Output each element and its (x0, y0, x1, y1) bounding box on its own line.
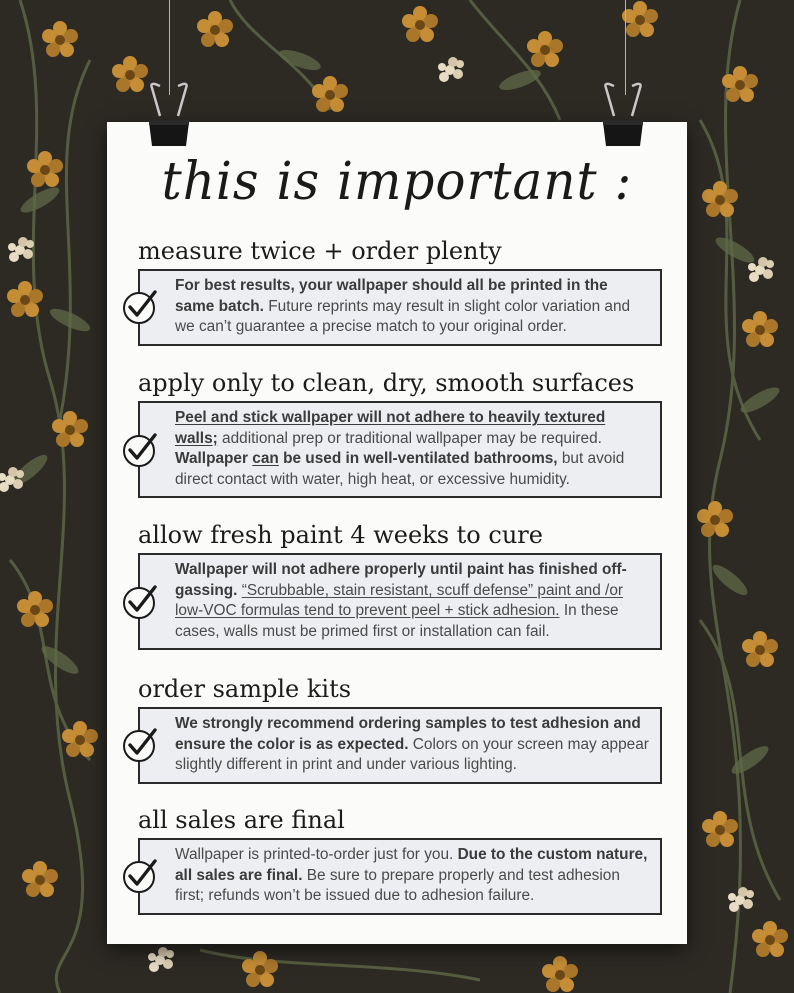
info-poster (107, 122, 687, 944)
section-heading: all sales are final (138, 806, 345, 834)
section-underline-text: “Scrubbable, stain resistant, scuff defense” paint and /or low-VOC formulas tend to prevent peel + stick adhesion. (175, 581, 623, 619)
section-heading: allow fresh paint 4 weeks to cure (138, 521, 543, 549)
check-circle-icon (121, 725, 161, 765)
section-heading: order sample kits (138, 675, 352, 703)
section-text: additional prep or traditional wallpaper may be required. (217, 429, 602, 447)
section-box (138, 553, 662, 650)
section-text: In these cases, walls must be primed first or installation can fail. (175, 602, 619, 640)
check-circle-icon (121, 430, 161, 470)
check-circle-icon (121, 582, 161, 622)
section-bold-text: Wallpaper (175, 450, 253, 467)
section-box (138, 401, 662, 498)
section-box (138, 838, 662, 915)
binder-clip-icon (146, 82, 192, 148)
section-text: but avoid direct contact with water, high heat, or excessive humidity. (175, 450, 625, 488)
check-circle-icon (121, 287, 161, 327)
section-heading: measure twice + order plenty (138, 237, 502, 265)
section-bold-text: be used in well-ventilated bathrooms, (278, 450, 558, 467)
section-bold-text: Wallpaper will not adhere properly until paint has finished off-gassing. (175, 561, 627, 599)
section-measure (138, 237, 662, 346)
section-text: Be sure to prepare properly and test adhesion first; refunds won’t be issued due to adhesion failure. (175, 866, 620, 904)
section-bold-underline-text: Peel and stick wallpaper will not adhere to heavily textured walls; (175, 409, 606, 447)
check-circle-icon (121, 856, 161, 896)
section-box (138, 707, 662, 784)
section-text: Future reprints may result in slight color variation and we can’t guarantee a precise match to your original order. (175, 297, 631, 335)
section-heading: apply only to clean, dry, smooth surfaces (138, 369, 635, 397)
hanging-string-right (625, 0, 626, 95)
section-bold-text: Due to the custom nature, all sales are final. (175, 846, 648, 884)
section-surfaces (138, 369, 662, 498)
section-bold-text: For best results, your wallpaper should all be printed in the same batch. (175, 277, 608, 315)
section-final-sale (138, 806, 662, 915)
poster-title: this is important : (161, 150, 633, 212)
section-bold-underline-word: can (252, 450, 279, 467)
section-text: Wallpaper is printed-to-order just for you. (175, 846, 458, 863)
section-box (138, 269, 662, 346)
section-samples (138, 675, 662, 784)
section-bold-text: We strongly recommend ordering samples to test adhesion and ensure the color is as expected. (175, 715, 641, 753)
hanging-string-left (169, 0, 170, 95)
section-text: Colors on your screen may appear slightly different in print and under various lighting. (175, 735, 649, 773)
binder-clip-icon (600, 82, 646, 148)
section-paint (138, 521, 662, 650)
